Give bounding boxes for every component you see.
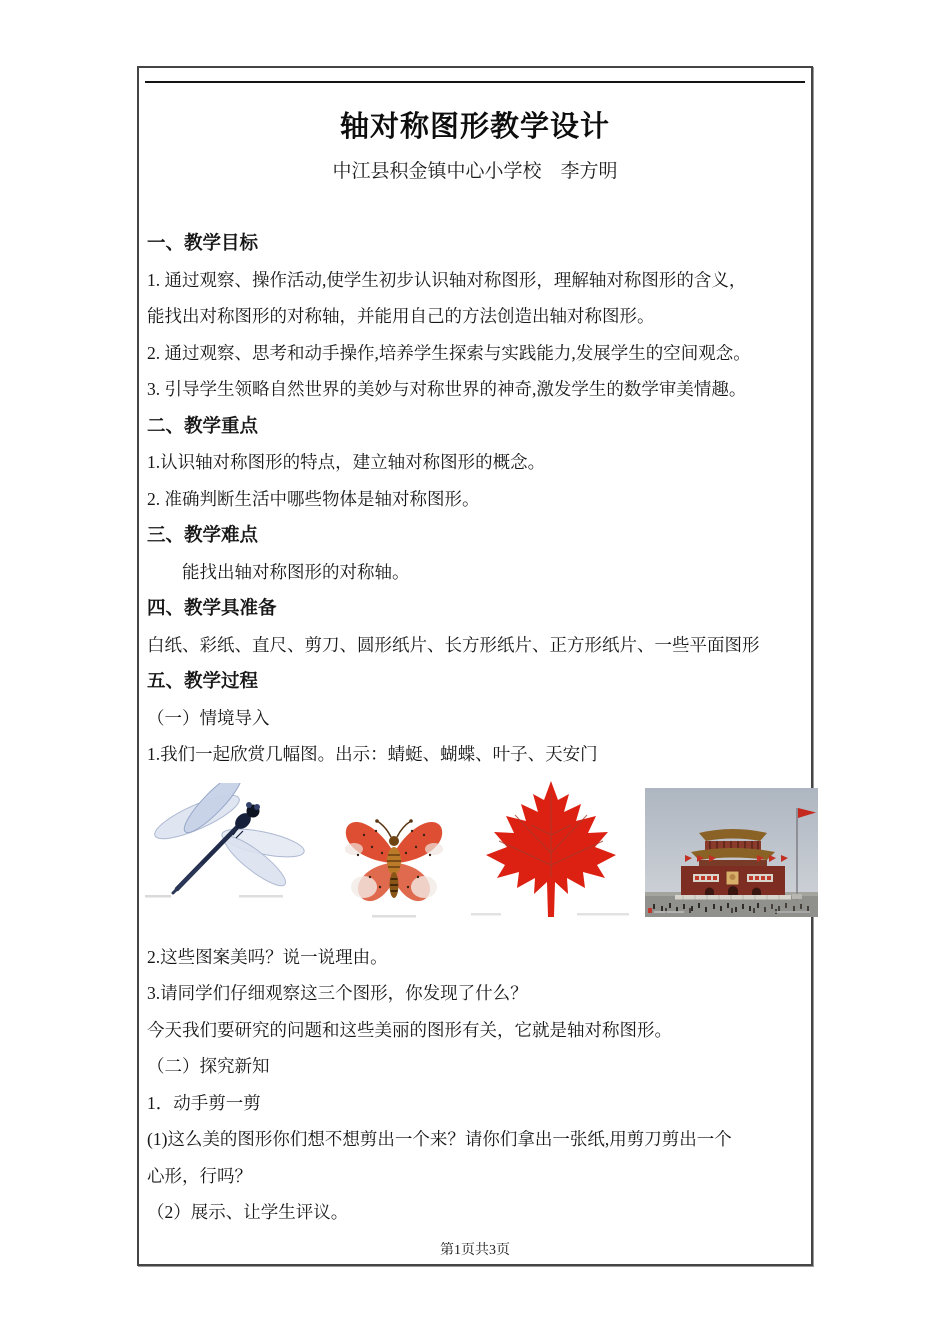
doc-line: 1.我们一起欣赏几幅图。出示：蜻蜓、蝴蝶、叶子、天安门 xyxy=(147,744,598,764)
doc-line: 3.请同学们仔细观察这三个图形，你发现了什么？ xyxy=(147,983,528,1003)
section-heading-difficulty: 三、教学难点 xyxy=(147,524,259,545)
section-heading-materials: 四、教学具准备 xyxy=(147,597,277,618)
doc-line: 2. 准确判断生活中哪些物体是轴对称图形。 xyxy=(147,488,480,509)
doc-line: 1. 通过观察、操作活动,使学生初步认识轴对称图形，理解轴对称图形的含义， xyxy=(147,269,747,290)
doc-line: 1．动手剪一剪 xyxy=(147,1092,261,1113)
page-title: 轴对称图形教学设计 xyxy=(339,111,610,143)
doc-line: 能找出轴对称图形的对称轴。 xyxy=(182,561,410,582)
page-number: 第1页共3页 xyxy=(440,1243,510,1258)
doc-line: 3. 引导学生领略自然世界的美妙与对称世界的神奇,激发学生的数学审美情趣。 xyxy=(147,379,747,399)
doc-line: （一）情境导入 xyxy=(147,707,270,728)
header-rule xyxy=(145,81,805,83)
doc-line: （2）展示、让学生评议。 xyxy=(147,1202,349,1222)
doc-line: 1.认识轴对称图形的特点，建立轴对称图形的概念。 xyxy=(147,452,546,472)
section-heading-goals: 一、教学目标 xyxy=(147,232,259,253)
document-author: 中江县积金镇中心小学校 李方明 xyxy=(332,161,618,182)
doc-line: 2. 通过观察、思考和动手操作,培养学生探索与实践能力,发展学生的空间观念。 xyxy=(147,342,751,363)
doc-line: 心形，行吗？ xyxy=(147,1165,252,1186)
document-body xyxy=(147,225,803,1231)
section-heading-process: 五、教学过程 xyxy=(147,670,259,691)
illustration-band xyxy=(147,773,803,939)
doc-line: 白纸、彩纸、直尺、剪刀、圆形纸片、长方形纸片、正方形纸片、一些平面图形 xyxy=(147,634,760,655)
dragonfly-icon xyxy=(143,783,305,905)
doc-line: 2.这些图案美吗？说一说理由。 xyxy=(147,946,388,967)
doc-line: 能找出对称图形的对称轴，并能用自己的方法创造出轴对称图形。 xyxy=(147,306,655,326)
section-heading-keypoints: 二、教学重点 xyxy=(147,414,259,436)
butterfly-image xyxy=(342,803,446,921)
doc-line: (1)这么美的图形你们想不想剪出一个来？请你们拿出一张纸,用剪刀剪出一个 xyxy=(147,1129,732,1149)
tiananmen-photo xyxy=(645,788,818,917)
doc-line: （二）探究新知 xyxy=(147,1056,270,1076)
butterfly-icon xyxy=(342,803,446,921)
maple-leaf-icon xyxy=(467,775,635,925)
tiananmen-image xyxy=(645,788,818,917)
dragonfly-image xyxy=(143,783,305,905)
document-page xyxy=(137,66,813,1266)
maple-leaf-image xyxy=(467,775,635,925)
doc-line: 今天我们要研究的问题和这些美丽的图形有关，它就是轴对称图形。 xyxy=(147,1019,672,1040)
